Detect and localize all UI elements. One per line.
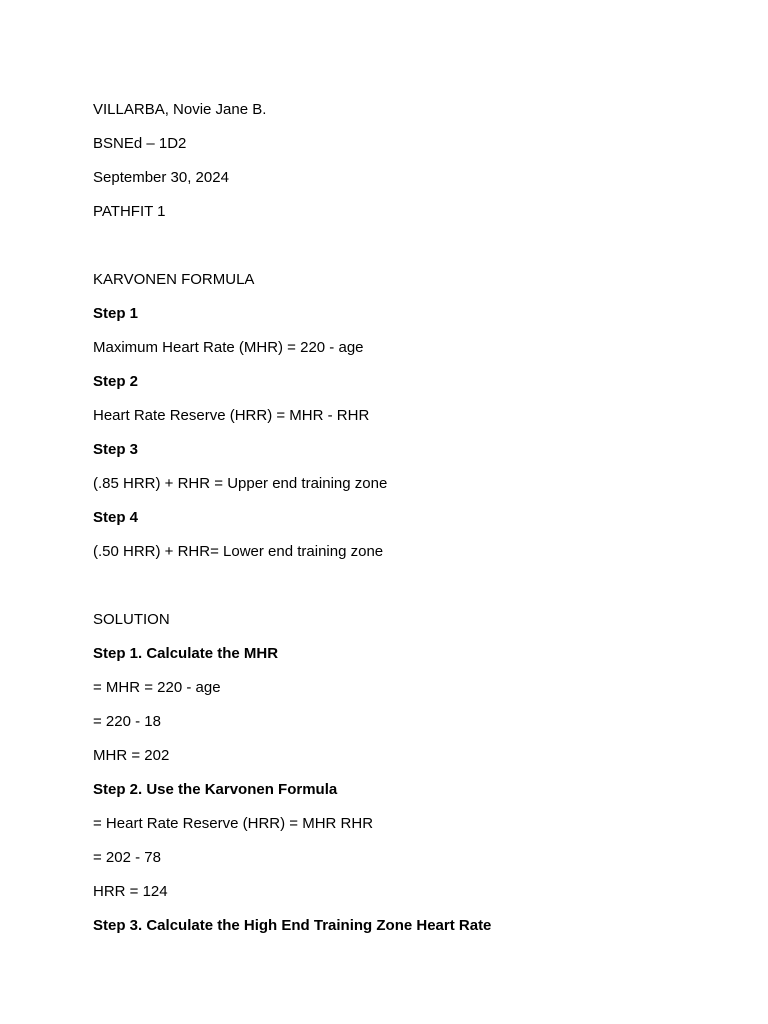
- formula-title: KARVONEN FORMULA: [93, 271, 255, 288]
- solution-title: SOLUTION: [93, 611, 170, 628]
- course-section: BSNEd – 1D2: [93, 135, 187, 152]
- formula-step-2-label: Step 2: [93, 373, 139, 390]
- formula-step-4-label: Step 4: [93, 509, 139, 526]
- solution-step-2-heading: Step 2. Use the Karvonen Formula: [93, 781, 338, 798]
- solution-step-1-heading: Step 1. Calculate the MHR: [93, 645, 279, 662]
- formula-step-4-text: (.50 HRR) + RHR= Lower end training zone: [93, 543, 384, 560]
- formula-step-3-text: (.85 HRR) + RHR = Upper end training zone: [93, 475, 388, 492]
- formula-step-3-label: Step 3: [93, 441, 139, 458]
- solution-step-2-line-1: = Heart Rate Reserve (HRR) = MHR RHR: [93, 815, 374, 832]
- formula-step-1-text: Maximum Heart Rate (MHR) = 220 - age: [93, 339, 364, 356]
- formula-step-2-text: Heart Rate Reserve (HRR) = MHR - RHR: [93, 407, 370, 424]
- solution-step-1-line-1: = MHR = 220 - age: [93, 679, 221, 696]
- solution-step-1-line-2: = 220 - 18: [93, 713, 161, 730]
- solution-step-1-line-3: MHR = 202: [93, 747, 170, 764]
- formula-step-1-label: Step 1: [93, 305, 139, 322]
- solution-step-3-heading: Step 3. Calculate the High End Training Zone Heart Rate: [93, 917, 492, 934]
- student-name: VILLARBA, Novie Jane B.: [93, 101, 267, 118]
- document-date: September 30, 2024: [93, 169, 229, 186]
- subject-name: PATHFIT 1: [93, 203, 166, 220]
- solution-step-2-line-2: = 202 - 78: [93, 849, 161, 866]
- solution-step-2-line-3: HRR = 124: [93, 883, 168, 900]
